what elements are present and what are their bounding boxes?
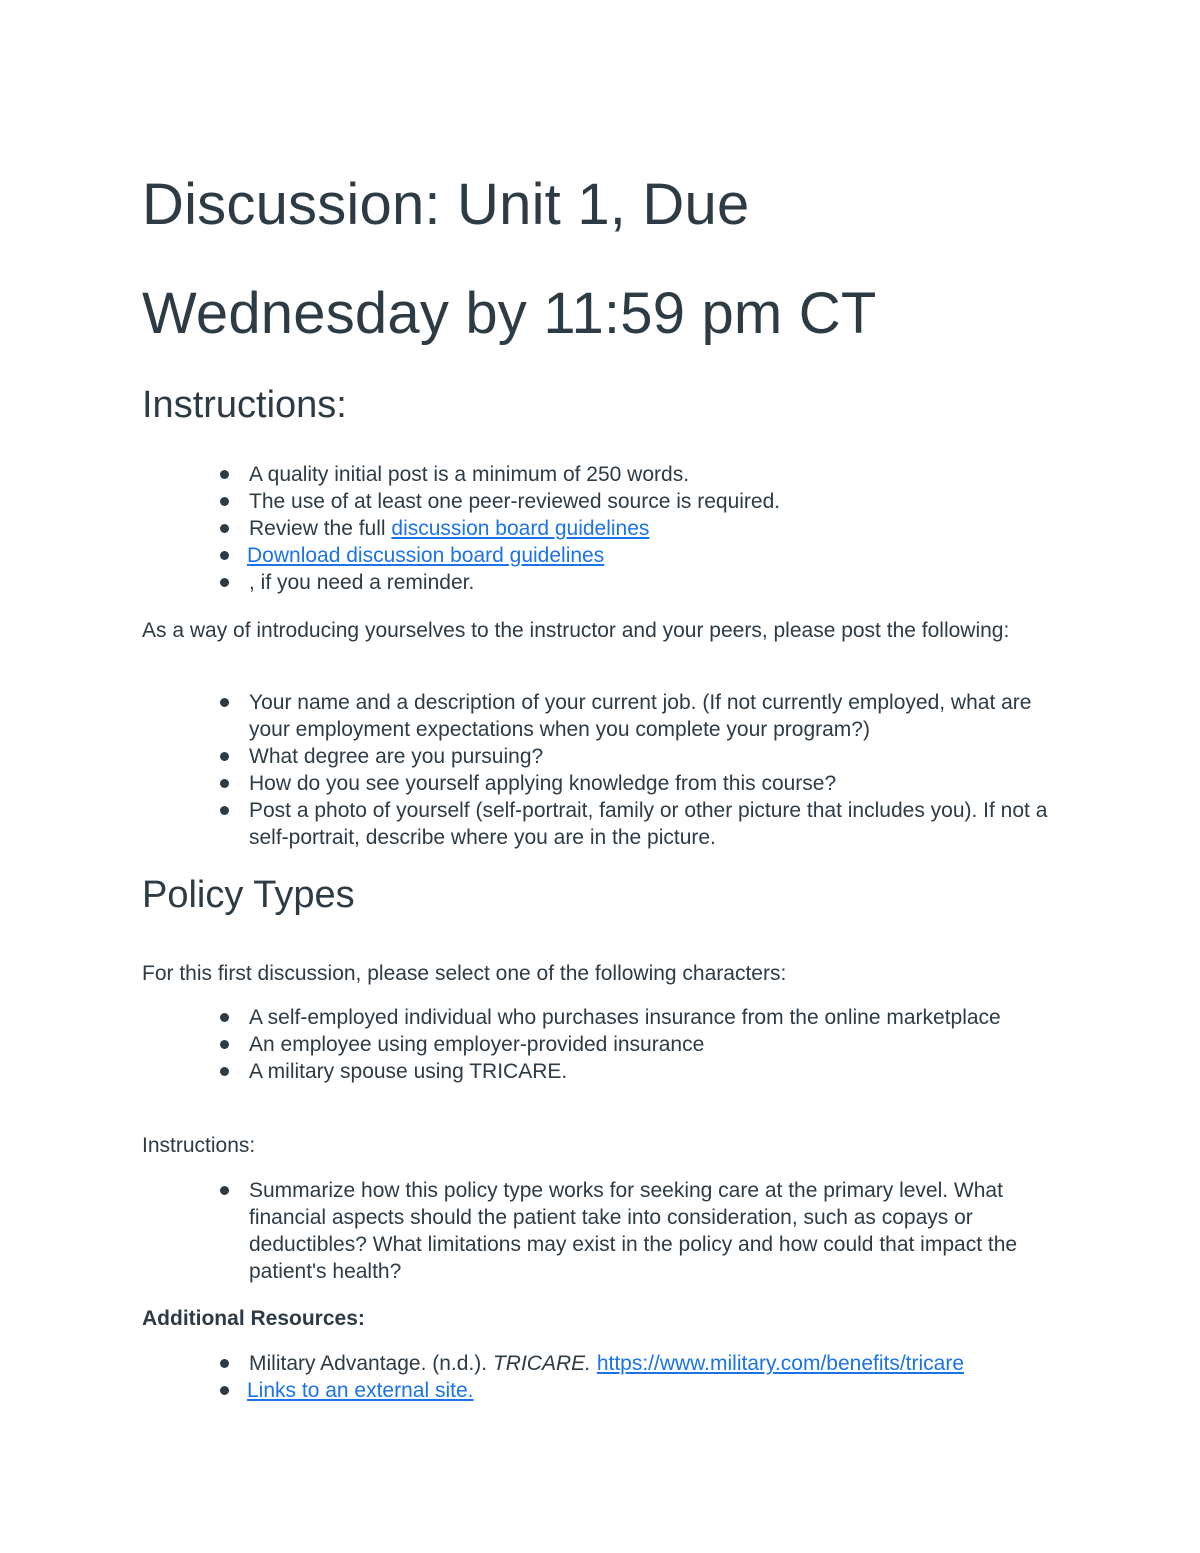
additional-resources-label: Additional Resources: xyxy=(142,1307,365,1330)
intro-list xyxy=(214,689,1074,851)
citation-text: Military Advantage. (n.d.). xyxy=(249,1352,493,1375)
bullet-icon xyxy=(220,497,229,506)
list-item xyxy=(214,1031,1074,1058)
bullet-icon xyxy=(220,1186,229,1195)
list-item xyxy=(214,797,1074,851)
list-item xyxy=(214,542,1074,569)
bullet-icon xyxy=(220,1013,229,1022)
list-item xyxy=(214,1177,1074,1285)
page-title-line-1: Discussion: Unit 1, Due xyxy=(142,172,750,237)
characters-list xyxy=(214,1004,1074,1085)
instructions-list xyxy=(214,461,1074,596)
bullet-icon xyxy=(220,470,229,479)
list-item xyxy=(214,1350,1114,1377)
bullet-icon xyxy=(220,1386,229,1395)
list-item-text: A military spouse using TRICARE. xyxy=(249,1060,568,1083)
resources-list xyxy=(214,1350,1114,1404)
list-item xyxy=(214,569,1074,596)
list-item xyxy=(214,689,1074,743)
bullet-icon xyxy=(220,1067,229,1076)
bullet-icon xyxy=(220,578,229,587)
list-item-text: Review the full xyxy=(249,517,392,540)
list-item-text: The use of at least one peer-reviewed source is required. xyxy=(249,490,781,513)
bullet-icon xyxy=(220,698,229,707)
external-site-link[interactable]: Links to an external site. xyxy=(247,1379,474,1402)
citation-title: TRICARE. xyxy=(492,1352,591,1375)
policy-paragraph: For this first discussion, please select one of the following characters: xyxy=(142,962,787,985)
bullet-icon xyxy=(220,806,229,815)
bullet-icon xyxy=(220,524,229,533)
bullet-icon xyxy=(220,752,229,761)
list-item-text: Summarize how this policy type works for seeking care at the primary level. What financial aspects should the patient take into consideration, such as copays or deductibles? What limitations may exist in the policy and how could that impact the patient's health? xyxy=(249,1179,1018,1283)
list-item xyxy=(214,770,1074,797)
policy-instructions-list xyxy=(214,1177,1074,1285)
list-item-text: A self-employed individual who purchases insurance from the online marketplace xyxy=(249,1006,1001,1029)
list-item xyxy=(214,488,1074,515)
policy-types-heading: Policy Types xyxy=(142,874,355,916)
list-item-text: Your name and a description of your current job. (If not currently employed, what are your employment expectations when you complete your program?) xyxy=(249,691,1032,741)
bullet-icon xyxy=(220,551,229,560)
tricare-link[interactable]: https://www.military.com/benefits/tricare xyxy=(596,1352,965,1375)
list-item-text: How do you see yourself applying knowledge from this course? xyxy=(249,772,837,795)
list-item xyxy=(214,461,1074,488)
policy-instructions-label: Instructions: xyxy=(142,1134,256,1157)
list-item-text: , if you need a reminder. xyxy=(249,571,475,594)
list-item-text: An employee using employer-provided insurance xyxy=(249,1033,705,1056)
page-title-line-2: Wednesday by 11:59 pm CT xyxy=(142,281,877,346)
bullet-icon xyxy=(220,1040,229,1049)
intro-paragraph: As a way of introducing yourselves to the instructor and your peers, please post the following: xyxy=(142,619,1010,642)
list-item xyxy=(214,515,1074,542)
list-item xyxy=(214,1058,1074,1085)
list-item-text: What degree are you pursuing? xyxy=(249,745,544,768)
list-item xyxy=(214,1377,1114,1404)
bullet-icon xyxy=(220,779,229,788)
discussion-guidelines-link[interactable]: discussion board guidelines xyxy=(391,517,650,540)
download-guidelines-link[interactable]: Download discussion board guidelines xyxy=(247,544,605,567)
list-item-text: Post a photo of yourself (self-portrait, family or other picture that includes you). If not a self-portrait, describe where you are in the picture. xyxy=(249,799,1048,849)
page-title xyxy=(142,150,1102,368)
list-item-text: A quality initial post is a minimum of 250 words. xyxy=(249,463,690,486)
instructions-heading: Instructions: xyxy=(142,384,347,426)
list-item xyxy=(214,1004,1074,1031)
list-item xyxy=(214,743,1074,770)
bullet-icon xyxy=(220,1359,229,1368)
